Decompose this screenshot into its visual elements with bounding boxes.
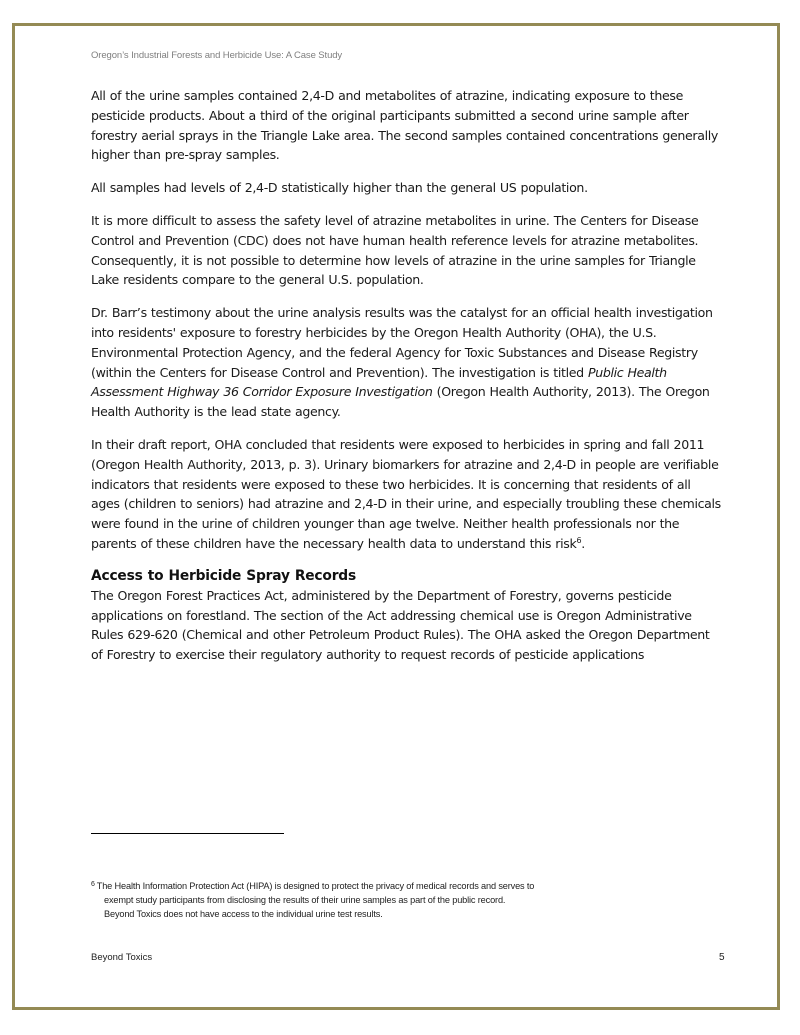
paragraph-urine-samples: All of the urine samples contained 2,4-D and metabolites of atrazine, indicating exposure to these pesticide products. About a third of the original participants submitted a second urine sample after forestry aerial sprays in the Triangle Lake area. The second samples contained concentrations generally higher than pre-spray samples. <box>91 88 719 163</box>
footnote-line-3: Beyond Toxics does not have access to the individual urine test results. <box>104 909 383 919</box>
paragraph-forest-practices-act: The Oregon Forest Practices Act, administered by the Department of Forestry, governs pesticide applications on forestland. The section of the Act addressing chemical use is Oregon Administrative Rules 629-620 (Chemical and other Petroleum Product Rules). The OHA asked the Oregon Department of Forestry to exercise their regulatory authority to request records of pesticide applications <box>91 587 710 663</box>
page-number: 5 <box>719 952 725 963</box>
paragraph-atrazine-safety: It is more difficult to assess the safety level of atrazine metabolites in urine. The Centers for Disease Control and Prevention (CDC) does not have human health reference levels for atrazine metabolites. Consequently, it is not possible to determine how levels of atrazine in the urine samples for Triangle Lake residents compare to the general U.S. population. <box>91 212 699 288</box>
footnote-line-1 <box>91 878 731 893</box>
investigation-title: Public Health Assessment Highway 36 Corridor Exposure Investigation <box>91 364 667 400</box>
paragraph-24d-levels: All samples had levels of 2,4-D statistically higher than the general US population. <box>91 180 588 196</box>
footnote-reference[interactable]: 6 <box>576 535 582 545</box>
barr-text-end: (Oregon Health Authority, 2013). The Oregon Health Authority is the lead state agency. <box>91 384 710 420</box>
body-text <box>91 86 721 678</box>
draft-report-text: In their draft report, OHA concluded that residents were exposed to herbicides in spring and fall 2011 (Oregon Health Authority, 2013, p. 3). Urinary biomarkers for atrazine and 2,4-D in people are verifiable indicators that residents were exposed to these two herbicides. It is concerning that residents of all ages (children to seniors) had atrazine and 2,4-D in their urine, and especially troubling these chemicals were found in the urine of children younger than age twelve. Neither health professionals nor the parents of these children have the necessary health data to understand this risk <box>91 436 721 551</box>
footnote-6 <box>91 878 731 921</box>
paragraph-barr-testimony <box>91 303 721 422</box>
section-heading: Access to Herbicide Spray Records <box>91 567 356 584</box>
barr-text-start: Dr. Barr’s testimony about the urine analysis results was the catalyst for an official health investigation into residents' exposure to forestry herbicides by the Oregon Health Authority (OHA), the U.S. Environmental Protection Agency, and the federal Agency for Toxic Substances and Disease Registry (within the Centers for Disease Control and Prevention). The investigation is titled <box>91 305 713 380</box>
draft-report-end: . <box>581 535 585 551</box>
footnote-marker: 6 <box>91 881 95 888</box>
paragraph-draft-report <box>91 435 721 554</box>
footer-organization: Beyond Toxics <box>91 952 153 963</box>
running-header: Oregon’s Industrial Forests and Herbicide Use: A Case Study <box>91 50 343 61</box>
footnote-line-2: exempt study participants from disclosing the results of their urine samples as part of the public record. <box>104 895 506 905</box>
footnote-separator <box>91 833 284 834</box>
footnote-text-1: The Health Information Protection Act (HIPA) is designed to protect the privacy of medical records and serves to <box>96 881 535 891</box>
